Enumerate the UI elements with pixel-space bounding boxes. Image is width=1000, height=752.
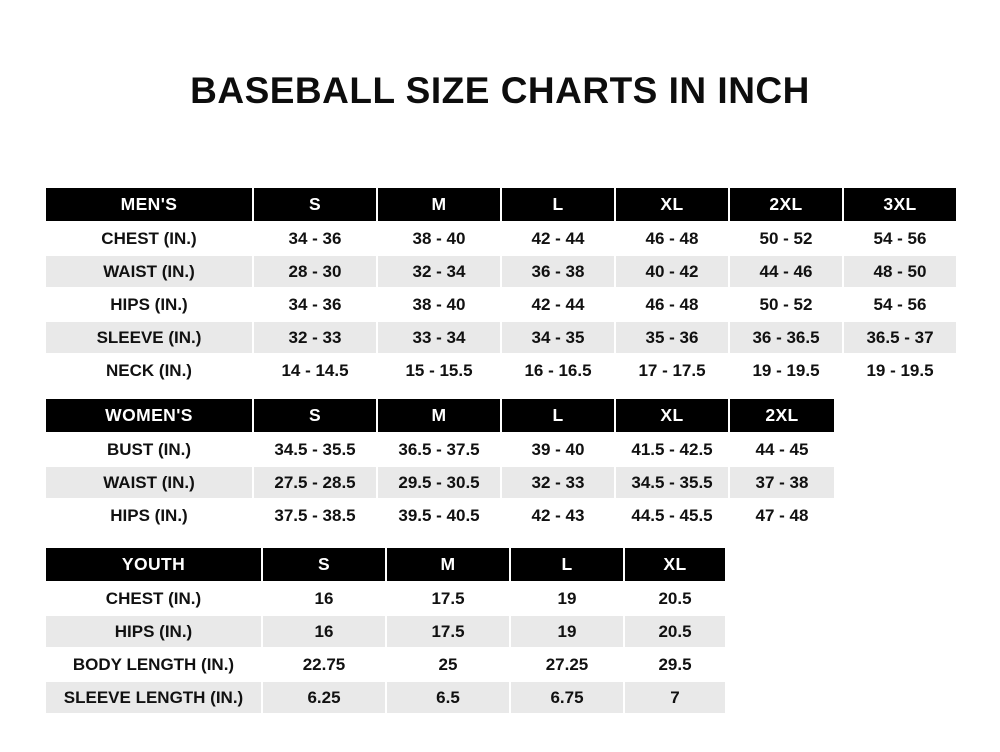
womens-hips-l: 42 - 43	[501, 499, 615, 532]
mens-hips-m: 38 - 40	[377, 288, 501, 321]
mens-neck-2xl: 19 - 19.5	[729, 354, 843, 387]
youth-row-label-hips: HIPS (IN.)	[45, 615, 262, 648]
table-row	[45, 615, 726, 648]
youth-header-m: M	[386, 547, 510, 582]
mens-header-m: M	[377, 187, 501, 222]
mens-neck-3xl: 19 - 19.5	[843, 354, 957, 387]
youth-hips-m: 17.5	[386, 615, 510, 648]
mens-row-label-waist: WAIST (IN.)	[45, 255, 253, 288]
table-row	[45, 499, 835, 532]
womens-size-table	[44, 397, 836, 533]
mens-chest-m: 38 - 40	[377, 222, 501, 255]
mens-neck-m: 15 - 15.5	[377, 354, 501, 387]
table-row	[45, 681, 726, 714]
youth-sleeve-length-s: 6.25	[262, 681, 386, 714]
youth-sleeve-length-xl: 7	[624, 681, 726, 714]
womens-waist-s: 27.5 - 28.5	[253, 466, 377, 499]
mens-chest-3xl: 54 - 56	[843, 222, 957, 255]
table-row	[45, 354, 957, 387]
youth-hips-s: 16	[262, 615, 386, 648]
youth-row-label-body-length: BODY LENGTH (IN.)	[45, 648, 262, 681]
mens-size-table-container	[44, 186, 958, 388]
mens-neck-xl: 17 - 17.5	[615, 354, 729, 387]
mens-neck-s: 14 - 14.5	[253, 354, 377, 387]
mens-chest-2xl: 50 - 52	[729, 222, 843, 255]
youth-header-l: L	[510, 547, 624, 582]
mens-chest-s: 34 - 36	[253, 222, 377, 255]
womens-waist-l: 32 - 33	[501, 466, 615, 499]
womens-bust-xl: 41.5 - 42.5	[615, 433, 729, 466]
mens-header-s: S	[253, 187, 377, 222]
page-title: BASEBALL SIZE CHARTS IN INCH	[190, 70, 810, 111]
womens-header-s: S	[253, 398, 377, 433]
womens-header-m: M	[377, 398, 501, 433]
mens-waist-l: 36 - 38	[501, 255, 615, 288]
womens-hips-s: 37.5 - 38.5	[253, 499, 377, 532]
youth-sleeve-length-m: 6.5	[386, 681, 510, 714]
mens-row-label-sleeve: SLEEVE (IN.)	[45, 321, 253, 354]
womens-size-table-container	[44, 397, 836, 533]
mens-waist-3xl: 48 - 50	[843, 255, 957, 288]
womens-bust-m: 36.5 - 37.5	[377, 433, 501, 466]
youth-body-length-s: 22.75	[262, 648, 386, 681]
womens-row-label-hips: HIPS (IN.)	[45, 499, 253, 532]
mens-sleeve-3xl: 36.5 - 37	[843, 321, 957, 354]
mens-sleeve-l: 34 - 35	[501, 321, 615, 354]
womens-hips-m: 39.5 - 40.5	[377, 499, 501, 532]
mens-hips-xl: 46 - 48	[615, 288, 729, 321]
youth-header-s: S	[262, 547, 386, 582]
mens-hips-s: 34 - 36	[253, 288, 377, 321]
table-row	[45, 466, 835, 499]
mens-header-category: MEN'S	[45, 187, 253, 222]
mens-hips-2xl: 50 - 52	[729, 288, 843, 321]
womens-hips-2xl: 47 - 48	[729, 499, 835, 532]
mens-header-2xl: 2XL	[729, 187, 843, 222]
mens-sleeve-s: 32 - 33	[253, 321, 377, 354]
table-row	[45, 288, 957, 321]
mens-waist-m: 32 - 34	[377, 255, 501, 288]
mens-row-label-neck: NECK (IN.)	[45, 354, 253, 387]
mens-chest-xl: 46 - 48	[615, 222, 729, 255]
mens-waist-2xl: 44 - 46	[729, 255, 843, 288]
youth-row-label-chest: CHEST (IN.)	[45, 582, 262, 615]
mens-sleeve-2xl: 36 - 36.5	[729, 321, 843, 354]
mens-chest-l: 42 - 44	[501, 222, 615, 255]
table-row	[45, 222, 957, 255]
table-row	[45, 255, 957, 288]
mens-row-label-hips: HIPS (IN.)	[45, 288, 253, 321]
mens-neck-l: 16 - 16.5	[501, 354, 615, 387]
mens-sleeve-m: 33 - 34	[377, 321, 501, 354]
youth-chest-s: 16	[262, 582, 386, 615]
youth-hips-l: 19	[510, 615, 624, 648]
youth-table-header-row	[45, 547, 726, 582]
womens-bust-2xl: 44 - 45	[729, 433, 835, 466]
youth-size-table	[44, 546, 727, 715]
youth-header-xl: XL	[624, 547, 726, 582]
youth-chest-xl: 20.5	[624, 582, 726, 615]
mens-table-header-row	[45, 187, 957, 222]
mens-waist-s: 28 - 30	[253, 255, 377, 288]
youth-header-category: YOUTH	[45, 547, 262, 582]
mens-header-xl: XL	[615, 187, 729, 222]
youth-size-table-container	[44, 546, 727, 715]
mens-hips-3xl: 54 - 56	[843, 288, 957, 321]
womens-header-l: L	[501, 398, 615, 433]
youth-body-length-xl: 29.5	[624, 648, 726, 681]
youth-row-label-sleeve-length: SLEEVE LENGTH (IN.)	[45, 681, 262, 714]
womens-row-label-waist: WAIST (IN.)	[45, 466, 253, 499]
youth-sleeve-length-l: 6.75	[510, 681, 624, 714]
womens-header-2xl: 2XL	[729, 398, 835, 433]
youth-chest-l: 19	[510, 582, 624, 615]
womens-waist-xl: 34.5 - 35.5	[615, 466, 729, 499]
womens-hips-xl: 44.5 - 45.5	[615, 499, 729, 532]
mens-hips-l: 42 - 44	[501, 288, 615, 321]
table-row	[45, 582, 726, 615]
womens-waist-2xl: 37 - 38	[729, 466, 835, 499]
youth-body-length-m: 25	[386, 648, 510, 681]
womens-header-xl: XL	[615, 398, 729, 433]
womens-header-category: WOMEN'S	[45, 398, 253, 433]
womens-waist-m: 29.5 - 30.5	[377, 466, 501, 499]
mens-sleeve-xl: 35 - 36	[615, 321, 729, 354]
womens-bust-l: 39 - 40	[501, 433, 615, 466]
mens-waist-xl: 40 - 42	[615, 255, 729, 288]
table-row	[45, 321, 957, 354]
youth-chest-m: 17.5	[386, 582, 510, 615]
mens-row-label-chest: CHEST (IN.)	[45, 222, 253, 255]
youth-body-length-l: 27.25	[510, 648, 624, 681]
womens-row-label-bust: BUST (IN.)	[45, 433, 253, 466]
mens-size-table	[44, 186, 958, 388]
table-row	[45, 648, 726, 681]
table-row	[45, 433, 835, 466]
womens-table-header-row	[45, 398, 835, 433]
womens-bust-s: 34.5 - 35.5	[253, 433, 377, 466]
mens-header-l: L	[501, 187, 615, 222]
mens-header-3xl: 3XL	[843, 187, 957, 222]
youth-hips-xl: 20.5	[624, 615, 726, 648]
